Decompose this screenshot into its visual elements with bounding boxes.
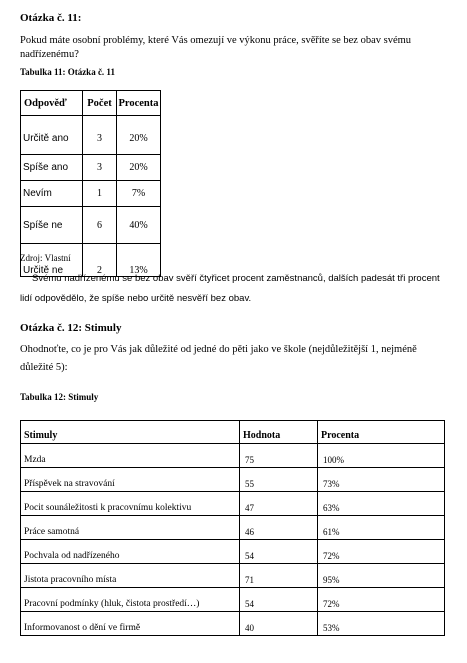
stimulus-cell: Práce samotná [21,516,240,540]
answer-cell: Určitě ano [21,116,83,155]
table-row [21,492,445,516]
count-cell: 6 [83,207,117,244]
percent-cell: 20% [117,116,161,155]
table-row [21,612,445,636]
stimulus-cell: Pochvala od nadřízeného [21,540,240,564]
header-cell: Stimuly [21,421,240,444]
answer-cell: Spíše ano [21,155,83,181]
value-cell: 40 [240,612,318,636]
count-cell: 2 [83,244,117,277]
q12-table [20,420,445,636]
value-cell: 54 [240,540,318,564]
count-cell: 3 [83,116,117,155]
percent-cell: 40% [117,207,161,244]
table-row [21,516,445,540]
q11-summary-line2: lidí odpovědělo, že spíše nebo určitě nesvěří bez obav. [20,293,252,304]
header-cell: Procenta [318,421,445,444]
value-cell: 46 [240,516,318,540]
q12-heading: Otázka č. 12: Stimuly [20,322,122,334]
table-row [21,207,161,244]
header-cell: Hodnota [240,421,318,444]
value-cell: 71 [240,564,318,588]
header-cell: Počet [83,91,117,116]
q11-source: Zdroj: Vlastní [20,253,71,263]
count-cell: 1 [83,181,117,207]
q12-question-line1: Ohodnoťte, co je pro Vás jak důležité od jedné do pěti jako ve škole (nejdůležitější 1, nejméně [20,344,417,355]
value-cell: 75 [240,444,318,468]
q11-heading: Otázka č. 11: [20,12,82,24]
table-row [21,540,445,564]
stimulus-cell: Příspěvek na stravování [21,468,240,492]
table-header-row [21,421,445,444]
percent-cell: 63% [318,492,445,516]
stimulus-cell: Pocit sounáležitosti k pracovnímu kolektivu [21,492,240,516]
percent-cell: 72% [318,540,445,564]
percent-cell: 100% [318,444,445,468]
table-row [21,181,161,207]
percent-cell: 7% [117,181,161,207]
answer-cell: Spíše ne [21,207,83,244]
answer-cell: Určitě ne [21,244,83,277]
count-cell: 3 [83,155,117,181]
value-cell: 54 [240,588,318,612]
q11-question-line1: Pokud máte osobní problémy, které Vás omezují ve výkonu práce, svěříte se bez obav svému [20,35,412,46]
percent-cell: 61% [318,516,445,540]
percent-cell: 73% [318,468,445,492]
q11-table-caption: Tabulka 11: Otázka č. 11 [20,67,115,77]
value-cell: 55 [240,468,318,492]
table-row [21,468,445,492]
header-cell: Procenta [117,91,161,116]
q12-table-caption: Tabulka 12: Stimuly [20,392,99,402]
answer-cell: Nevím [21,181,83,207]
stimulus-cell: Pracovní podmínky (hluk, čistota prostředí…) [21,588,240,612]
percent-cell: 20% [117,155,161,181]
table-row [21,588,445,612]
stimulus-cell: Mzda [21,444,240,468]
table-row [21,155,161,181]
percent-cell: 13% [117,244,161,277]
table-row [21,564,445,588]
table-row [21,444,445,468]
percent-cell: 53% [318,612,445,636]
percent-cell: 95% [318,564,445,588]
q11-table [20,90,161,277]
q11-summary-line1: Svému nadřízenému se bez obav svěří čtyřicet procent zaměstnanců, dalších padesát tři procent [32,273,440,284]
table-row [21,116,161,155]
q11-question-line2: nadřízenému? [20,49,79,60]
table-header-row [21,91,161,116]
value-cell: 47 [240,492,318,516]
percent-cell: 72% [318,588,445,612]
stimulus-cell: Informovanost o dění ve firmě [21,612,240,636]
stimulus-cell: Jistota pracovního místa [21,564,240,588]
header-cell: Odpověď [21,91,83,116]
q12-question-line2: důležité 5): [20,362,68,373]
